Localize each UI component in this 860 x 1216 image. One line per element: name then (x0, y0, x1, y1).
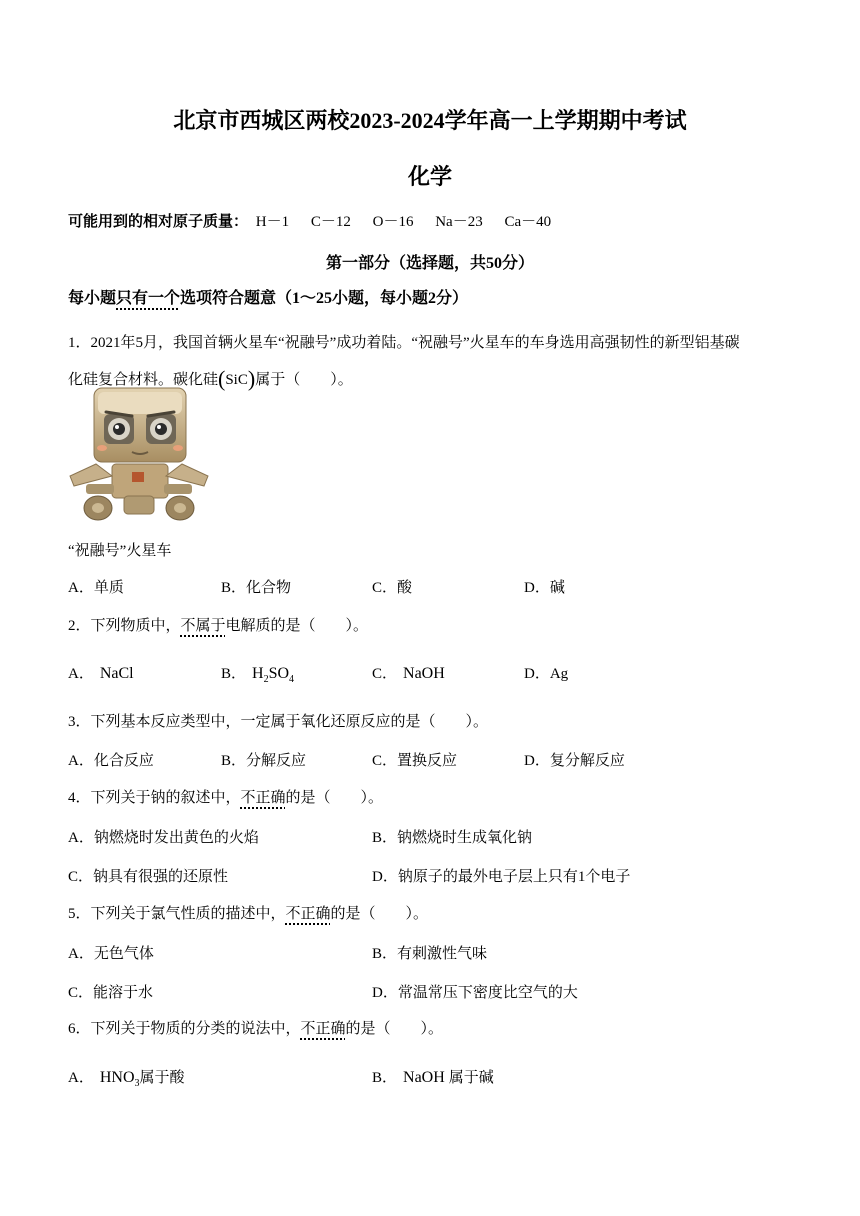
q1-option-a: A．单质 (68, 580, 124, 596)
q4-option-d: D．钠原子的最外电子层上只有1个电子 (372, 869, 631, 885)
q2-option-d: D．Ag (524, 666, 569, 682)
q3-stem: 3．下列基本反应类型中，一定属于氧化还原反应的是（ ）。 (68, 714, 489, 730)
q2-b-so: SO (268, 665, 290, 682)
rover-caption: “祝融号”火星车 (68, 543, 172, 559)
q1-paren-close: ) (247, 366, 256, 391)
atomic-mass-o: O－16 (372, 214, 414, 230)
instruction-line (68, 289, 468, 309)
q2-option-c (372, 664, 445, 684)
q6-option-a-formula (99, 1069, 140, 1089)
q5-option-c: C．能溶于水 (68, 985, 154, 1001)
q1-option-d: D．碱 (524, 580, 565, 596)
q3-option-b: B．分解反应 (221, 753, 307, 769)
q6-option-b-label: B． (372, 1070, 398, 1086)
q6-option-a-text: 属于酸 (139, 1070, 185, 1086)
part1-heading: 第一部分（选择题，共50分） (325, 255, 534, 272)
atomic-mass-line (68, 212, 551, 232)
q6-option-b-formula: NaOH (403, 1069, 445, 1086)
q6-a-hno: HNO (99, 1069, 135, 1086)
q2-option-a-formula: NaCl (99, 665, 134, 682)
q5-option-d: D．常温常压下密度比空气的大 (372, 985, 578, 1001)
q6-stem-pre: 6．下列关于物质的分类的说法中， (68, 1021, 301, 1037)
q4-option-a: A．钠燃烧时发出黄色的火焰 (68, 830, 259, 846)
q6-a-sub3: 3 (134, 1078, 140, 1089)
zhurong-rover-image (68, 384, 210, 524)
q2-option-b-formula (252, 665, 295, 685)
atomic-mass-ca: Ca－40 (504, 214, 552, 230)
q5-stem-post: 的是（ ）。 (330, 906, 429, 922)
q3-option-c: C．置换反应 (372, 753, 458, 769)
atomic-mass-na: Na－23 (435, 214, 483, 230)
q2-b-sub2: 2 (263, 674, 269, 685)
q1-option-b: B．化合物 (221, 580, 292, 596)
q3-option-a: A．化合反应 (68, 753, 154, 769)
q2-option-a-label: A． (68, 666, 94, 682)
q2-option-c-formula: NaOH (403, 665, 445, 682)
q1-stem-post: 属于（ ）。 (255, 372, 353, 388)
q5-stem-pre: 5．下列关于氯气性质的描述中， (68, 906, 286, 922)
instruction-pre: 每小题 (68, 290, 117, 307)
q6-option-b-text: 属于碱 (448, 1070, 494, 1086)
q5-option-b: B．有刺激性气味 (372, 946, 488, 962)
q4-stem-emphasis: 不正确 (240, 790, 286, 806)
atomic-mass-c: C－12 (310, 214, 351, 230)
instruction-emphasis: 只有一个 (116, 290, 181, 307)
subject-title: 化学 (407, 164, 452, 189)
q6-option-a-label: A． (68, 1070, 94, 1086)
q4-option-c: C．钠具有很强的还原性 (68, 869, 229, 885)
q6-stem-post: 的是（ ）。 (345, 1021, 444, 1037)
q2-b-h: H (252, 665, 264, 682)
q5-stem-emphasis: 不正确 (285, 906, 331, 922)
q5-stem (68, 904, 428, 924)
q5-option-a: A．无色气体 (68, 946, 154, 962)
q1-stem-pre: 化硅复合材料。碳化硅 (68, 372, 219, 388)
q4-stem (68, 788, 383, 808)
q6-stem (68, 1019, 443, 1039)
q2-option-c-label: C． (372, 666, 398, 682)
exam-title: 北京市西城区两校2023-2024学年高一上学期期中考试 (173, 108, 687, 133)
instruction-post: 选项符合题意（1～25小题，每小题2分） (180, 290, 469, 307)
q1-option-c: C．酸 (372, 580, 413, 596)
q2-stem-emphasis: 不属于 (180, 618, 226, 634)
q2-option-b-label: B． (221, 666, 247, 682)
q6-stem-emphasis: 不正确 (300, 1021, 346, 1037)
atomic-mass-label: 可能用到的相对原子质量： (68, 214, 249, 230)
q2-b-sub4: 4 (289, 674, 295, 685)
q6-option-a (68, 1068, 185, 1088)
q1-stem-line1: 1．2021年5月，我国首辆火星车“祝融号”成功着陆。“祝融号”火星车的车身选用高强韧性的新型铝基碳 (68, 335, 740, 351)
q2-stem-pre: 2．下列物质中， (68, 618, 181, 634)
q2-stem (68, 616, 368, 636)
q1-paren-open: ( (218, 366, 226, 391)
q4-stem-post: 的是（ ）。 (285, 790, 384, 806)
q4-stem-pre: 4．下列关于钠的叙述中， (68, 790, 241, 806)
q2-option-b (221, 664, 294, 684)
atomic-mass-h: H－1 (255, 214, 290, 230)
q3-option-d: D．复分解反应 (524, 753, 625, 769)
q4-option-b: B．钠燃烧时生成氧化钠 (372, 830, 533, 846)
q6-option-b (372, 1068, 494, 1088)
q2-option-a (68, 664, 134, 684)
q2-stem-post: 电解质的是（ ）。 (225, 618, 369, 634)
q1-formula: SiC (225, 372, 248, 388)
